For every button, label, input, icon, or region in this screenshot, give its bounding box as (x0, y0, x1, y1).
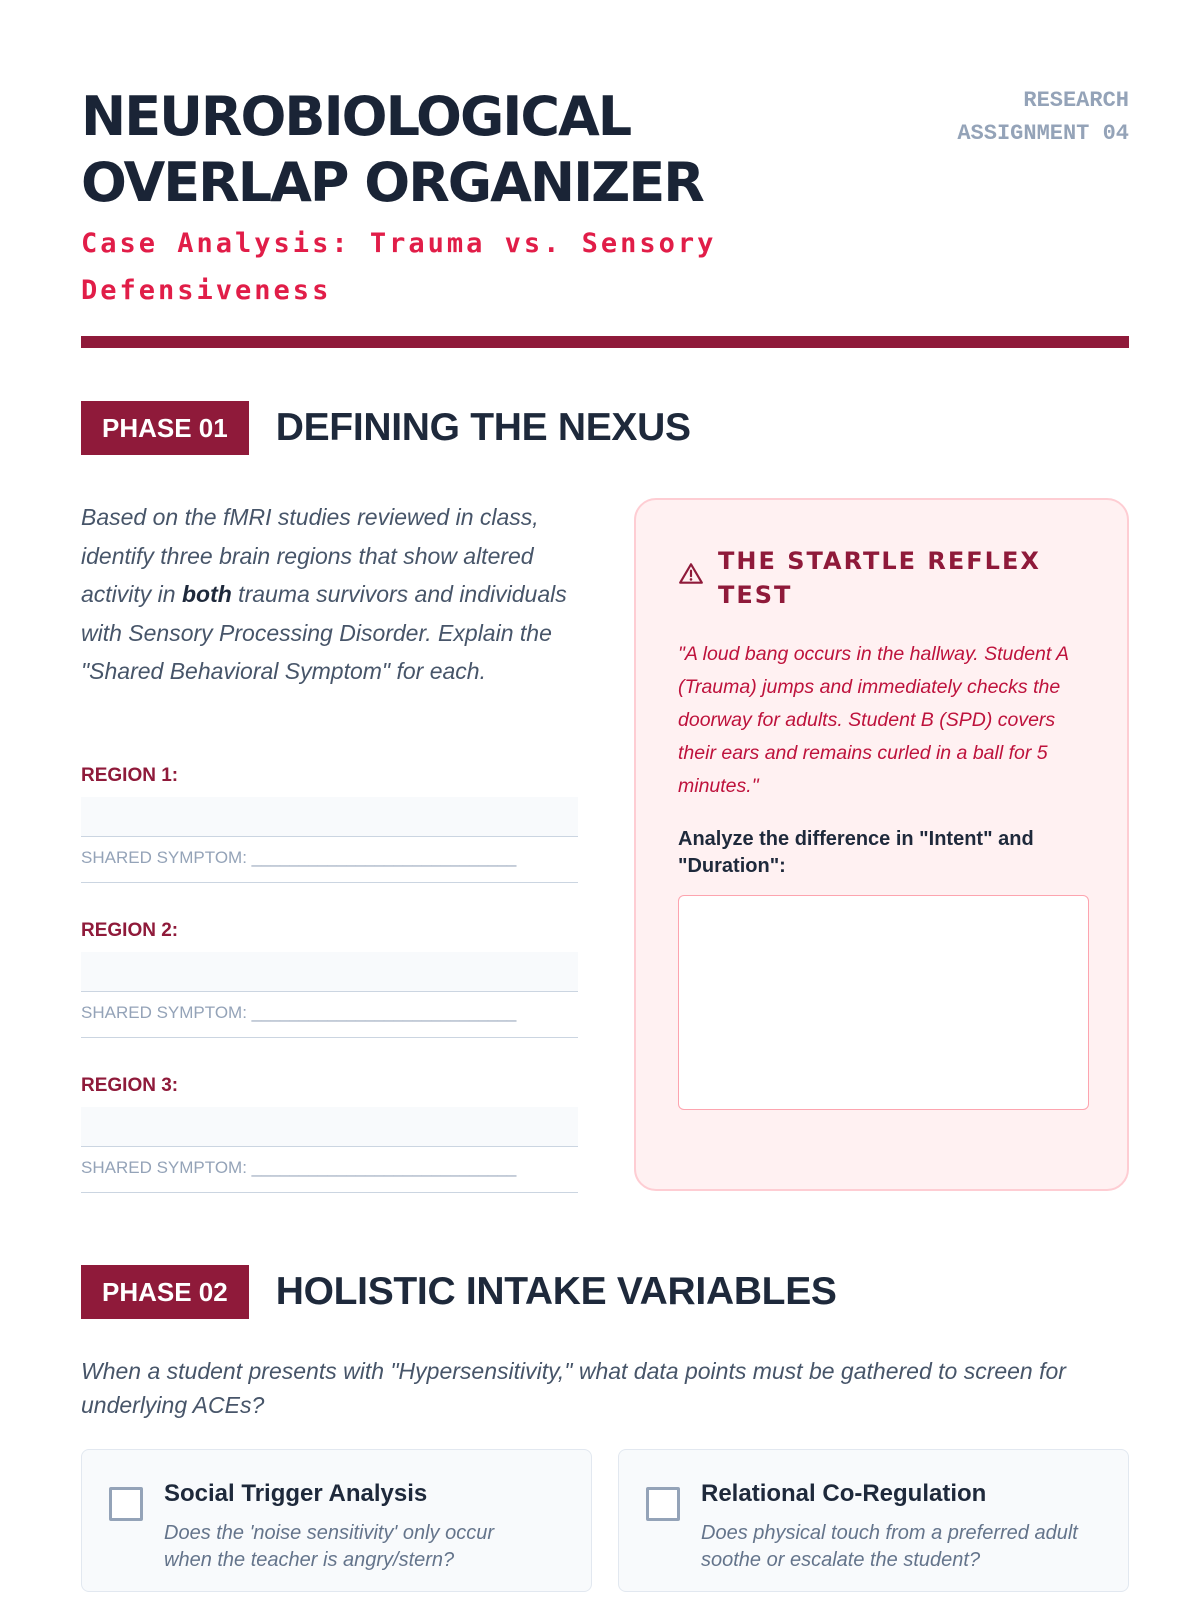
page-title: NEUROBIOLOGICAL OVERLAP ORGANIZER (81, 85, 703, 214)
intake-card-co-regulation (618, 1449, 1129, 1592)
region-1 (81, 763, 578, 883)
card-description: Does the 'noise sensitivity' only occur when the teacher is angry/stern? (164, 1522, 495, 1571)
region-3-symptom[interactable]: SHARED SYMPTOM: ____________________________ (81, 1147, 578, 1193)
assignment-label (957, 84, 1129, 150)
region-1-label: REGION 1: (81, 765, 179, 786)
header-divider (81, 336, 1129, 348)
startle-answer-box[interactable] (678, 895, 1089, 1110)
region-2 (81, 918, 578, 1038)
region-2-symptom[interactable]: SHARED SYMPTOM: ____________________________ (81, 992, 578, 1038)
startle-title: THE STARTLE REFLEX TEST (718, 547, 1041, 609)
region-2-input[interactable] (81, 952, 578, 992)
phase-2-instructions: When a student presents with "Hypersensitivity," what data points must be gathered to screen for underlying ACEs? (81, 1358, 1066, 1418)
region-3-input[interactable] (81, 1107, 578, 1147)
phase-2-badge: PHASE 02 (81, 1265, 249, 1319)
phase-2-title: HOLISTIC INTAKE VARIABLES (275, 1270, 837, 1313)
startle-reflex-card (634, 498, 1129, 1191)
phase-2-header (81, 1265, 837, 1319)
region-1-symptom[interactable]: SHARED SYMPTOM: ____________________________ (81, 837, 578, 883)
region-3-label: REGION 3: (81, 1075, 179, 1096)
warning-triangle-icon (678, 561, 704, 587)
region-1-input[interactable] (81, 797, 578, 837)
card-title: Relational Co-Regulation (701, 1480, 987, 1507)
phase-1-title: DEFINING THE NEXUS (275, 406, 691, 449)
intake-card-social-trigger (81, 1449, 592, 1592)
assignment-line-2: ASSIGNMENT 04 (957, 121, 1129, 146)
header (81, 84, 1129, 314)
startle-header (678, 544, 1058, 612)
phase-1-instructions (81, 498, 581, 691)
intro-emphasis: both (181, 581, 232, 607)
intro-text-start: Based on the fMRI studies reviewed in class, identify three brain regions that show altered activity in (81, 504, 539, 607)
page-subtitle: Case Analysis: Trauma vs. Sensory Defensiveness (81, 228, 717, 306)
assignment-line-1: RESEARCH (1023, 88, 1129, 113)
phase-1-badge: PHASE 01 (81, 401, 249, 455)
card-description: Does physical touch from a preferred adult soothe or escalate the student? (701, 1522, 1078, 1571)
worksheet-page (81, 0, 1129, 1600)
region-2-label: REGION 2: (81, 920, 179, 941)
startle-scenario: "A loud bang occurs in the hallway. Student A (Trauma) jumps and immediately checks the doorway for adults. Student B (SPD) covers their ears and remains curled in a ball for 5 minutes." (678, 643, 1069, 797)
intro-text-end: trauma survivors and individuals with Sensory Processing Disorder. Explain the "Shared Behavioral Symptom" for each. (81, 581, 567, 684)
card-title: Social Trigger Analysis (164, 1480, 428, 1507)
social-trigger-checkbox[interactable] (109, 1487, 143, 1521)
phase-1-header (81, 401, 691, 455)
region-3 (81, 1073, 578, 1193)
startle-prompt: Analyze the difference in "Intent" and "Duration": (678, 828, 1034, 877)
co-regulation-checkbox[interactable] (646, 1487, 680, 1521)
